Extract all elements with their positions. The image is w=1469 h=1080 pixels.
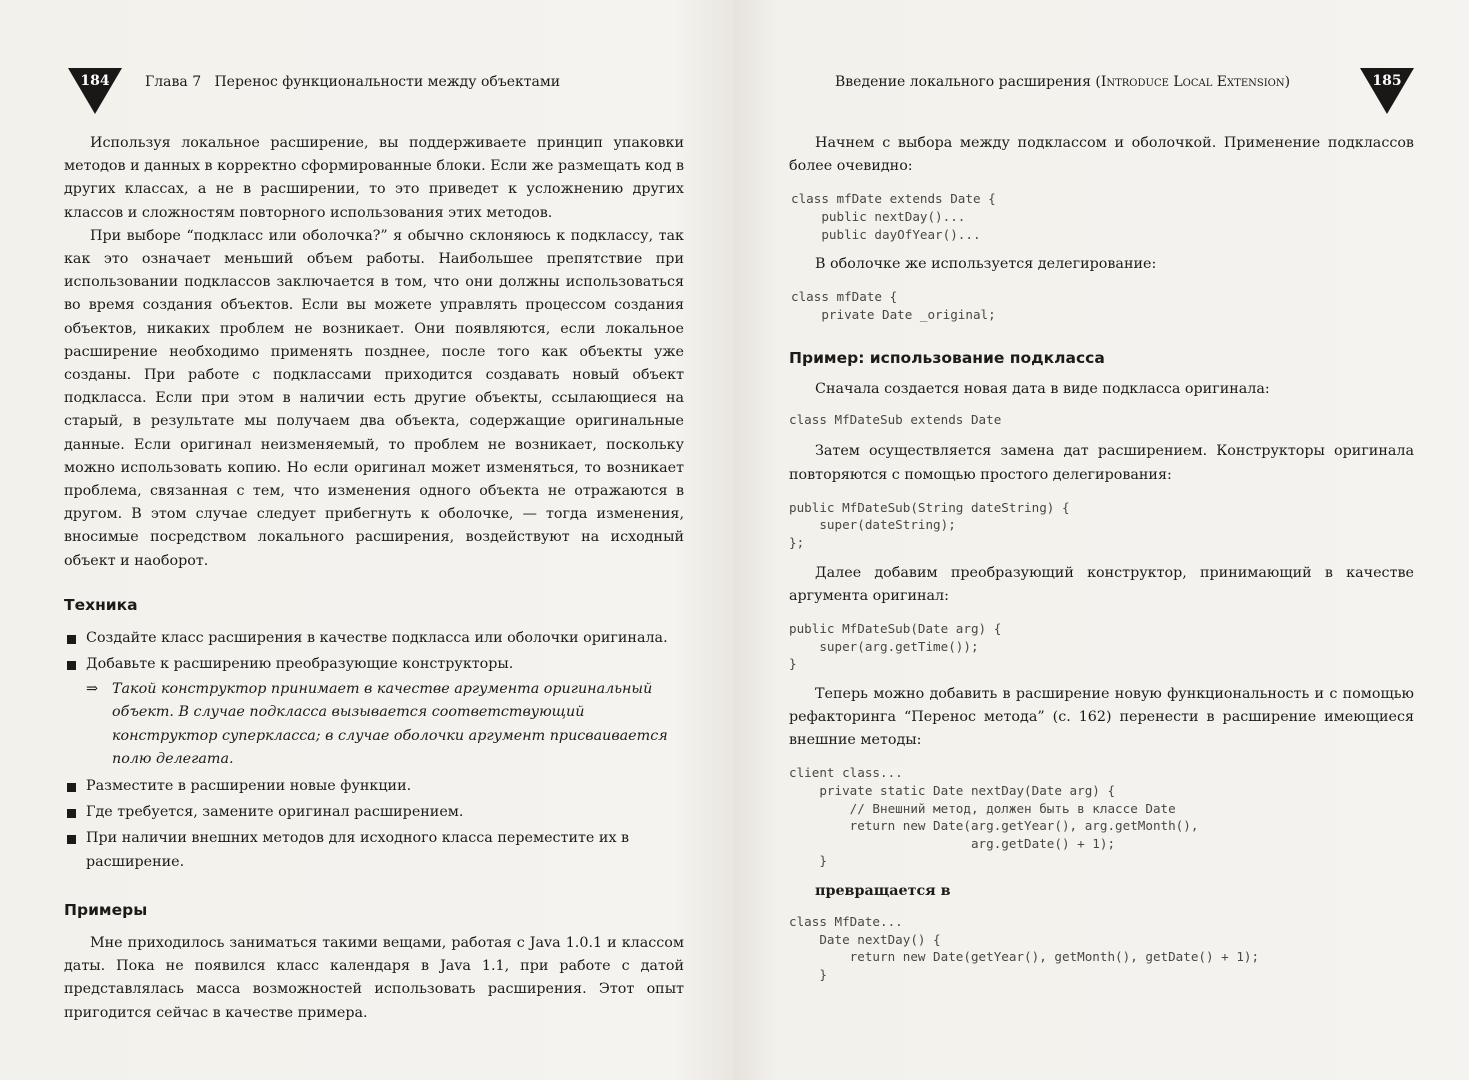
- paragraph: При выборе “подкласс или оболочка?” я обычно склоняюсь к подклассу, так как это означает меньший объем работы. Наибольшее препятствие при использовании подклассов заключается в том, что они должны использоваться во время создания объектов. Если вы можете управлять процессом создания объектов, никаких проблем не возникает. Они появляются, если локальное расширение необходимо применять позднее, после того как объекты уже созданы. При работе с подклассами приходится создавать новый объект подкласса. Если при этом в наличии есть другие объекты, ссылающиеся на старый, в результате мы получаем два объекта, содержащие оригинальные данные. Если оригинал неизменяемый, то проблем не возникает, поскольку можно использовать копию. Но если оригинал может изменяться, то возникает проблема, связанная с тем, что изменения одного объекта не отражаются в другом. В этом случае следует прибегнуть к оболочке, — тогда изменения, вносимые посредством локального расширения, воздействуют на исходный объект и наоборот.: [64, 227, 684, 569]
- paragraph: Сначала создается новая дата в виде подкласса оригинала:: [815, 380, 1270, 397]
- page-number: 185: [1372, 73, 1402, 89]
- paragraph: Начнем с выбора между подклассом и оболочкой. Применение подклассов более очевидно:: [789, 135, 1414, 175]
- code-block: public MfDateSub(Date arg) { super(arg.getTime()); }: [789, 620, 1002, 672]
- code-block: class MfDate... Date nextDay() { return new Date(getYear(), getMonth(), getDate() + 1); }: [789, 914, 1260, 982]
- left-page: [0, 0, 734, 1080]
- page-number-marker: [1360, 68, 1414, 114]
- code-block: public MfDateSub(String dateString) { super(dateString); };: [789, 499, 1070, 550]
- paragraph: Затем осуществляется замена дат расширением. Конструкторы оригинала повторяются с помощью простого делегирования:: [789, 443, 1414, 483]
- implication-arrow-icon: ⇒: [86, 681, 98, 698]
- list-item: Создайте класс расширения в качестве подкласса или оболочки оригинала.: [64, 627, 684, 650]
- list-item-note: [64, 678, 684, 771]
- running-title-en: (Introduce Local Extension): [1095, 74, 1291, 90]
- paragraph: Теперь можно добавить в расширение новую функциональность и с помощью рефакторинга “Перенос метода” (с. 162) перенести в расширение имеющиеся внешние методы:: [789, 685, 1414, 749]
- page-number: 184: [80, 73, 110, 89]
- paragraph: Мне приходилось заниматься такими вещами, работая с Java 1.0.1 и классом даты. Пока не появился класс календаря в Java 1.1, при работе с датой представлялась масса возможностей использовать расширения. Этот опыт пригодится сейчас в качестве примера.: [64, 934, 684, 1021]
- list-item: При наличии внешних методов для исходного класса переместите их в расширение.: [64, 827, 684, 873]
- becomes-label: превращается в: [815, 882, 951, 899]
- code-block: class MfDateSub extends Date: [789, 411, 1002, 427]
- list-item: Где требуется, замените оригинал расширением.: [64, 801, 684, 824]
- paragraph: В оболочке же используется делегирование:: [815, 256, 1157, 273]
- list-item: Разместите в расширении новые функции.: [64, 775, 684, 798]
- paragraph: Далее добавим преобразующий конструктор, принимающий в качестве аргумента оригинал:: [789, 564, 1414, 604]
- right-page: [734, 0, 1469, 1080]
- note: [64, 678, 684, 771]
- right-body: [789, 132, 1414, 984]
- technique-steps: [64, 627, 684, 874]
- code-block: client class... private static Date nextDay(Date arg) { // Внешний метод, должен быть в классе Date return new Date(arg.getYear(), arg.getMonth(), arg.getDate() + 1); }: [789, 765, 1199, 869]
- page-number-marker: [68, 68, 122, 114]
- note-text: Такой конструктор принимает в качестве аргумента оригинальный объект. В случае подкласса вызывается соответствующий конструктор суперкласса; в случае оболочки аргумент присваивается полю делегата.: [112, 681, 668, 767]
- technique-heading: Техника: [64, 595, 138, 614]
- running-title: Введение локального расширения: [835, 74, 1091, 90]
- examples-heading: Примеры: [64, 900, 148, 919]
- example-heading: Пример: использование подкласса: [789, 348, 1105, 367]
- code-block: class mfDate extends Date { public nextDay()... public dayOfYear()...: [791, 191, 996, 242]
- list-item: Добавьте к расширению преобразующие конструкторы.: [64, 653, 684, 676]
- running-head: [835, 73, 1290, 91]
- running-head: [145, 73, 560, 91]
- chapter-label: Глава 7: [145, 74, 202, 90]
- paragraph: Используя локальное расширение, вы поддерживаете принцип упаковки методов и данных в корректно сформированные блоки. Если же размещать код в других классах, а не в расширении, то это приведет к усложнению других классов и сложностям повторного использования этих методов.: [64, 135, 685, 221]
- code-block: class mfDate { private Date _original;: [791, 289, 996, 322]
- chapter-title: Перенос функциональности между объектами: [214, 74, 561, 90]
- left-body: [64, 132, 684, 1025]
